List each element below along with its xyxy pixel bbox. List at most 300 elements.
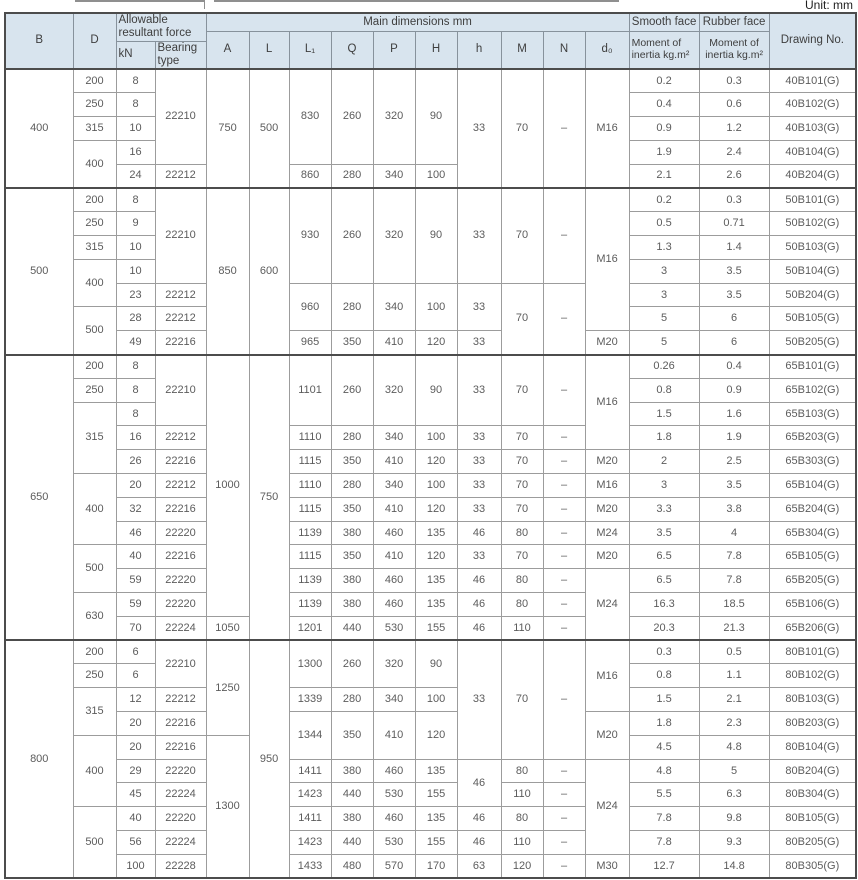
cell-kn: 6 [116,640,155,664]
cell-d: 200 [73,640,116,664]
cell-n: – [543,807,585,831]
cell-rubber-inertia: 2.1 [699,688,769,712]
cell-h-cap: 120 [415,497,457,521]
cell-drawing-no: 65B206(G) [769,616,856,640]
cell-l1: 1139 [289,592,331,616]
cell-kn: 8 [116,355,155,379]
cell-smooth-inertia: 1.3 [629,236,699,260]
cell-h-cap: 90 [415,69,457,164]
cell-d: 200 [73,69,116,93]
cell-p: 530 [373,783,415,807]
cell-n: – [543,283,585,354]
cell-rubber-inertia: 1.4 [699,236,769,260]
cell-kn: 59 [116,592,155,616]
cell-d: 400 [73,735,116,806]
cell-d0: M20 [585,711,629,759]
cell-d0: M16 [585,640,629,711]
cell-n: – [543,521,585,545]
cell-n: – [543,569,585,593]
cell-kn: 28 [116,307,155,331]
cell-m: 80 [501,521,543,545]
cell-q: 350 [331,331,373,355]
cell-q: 280 [331,426,373,450]
cell-h-low: 33 [457,473,501,497]
cell-rubber-inertia: 2.3 [699,711,769,735]
cell-q: 350 [331,711,373,759]
cell-bearing-type: 22212 [155,283,206,307]
cell-bearing-type: 22220 [155,759,206,783]
cell-d0: M16 [585,188,629,331]
cell-d0: M30 [585,854,629,878]
cell-bearing-type: 22220 [155,569,206,593]
cell-n: – [543,830,585,854]
cell-h-cap: 100 [415,473,457,497]
cell-q: 280 [331,283,373,331]
cell-q: 380 [331,759,373,783]
cell-drawing-no: 65B203(G) [769,426,856,450]
cell-h-low: 46 [457,807,501,831]
cell-kn: 40 [116,545,155,569]
cell-drawing-no: 40B103(G) [769,117,856,141]
cell-smooth-inertia: 3.5 [629,521,699,545]
cell-rubber-inertia: 2.6 [699,164,769,188]
cell-drawing-no: 50B105(G) [769,307,856,331]
cell-bearing-type: 22220 [155,521,206,545]
cell-l1: 1344 [289,711,331,759]
cell-a: 850 [206,188,249,355]
cell-h-cap: 100 [415,426,457,450]
cell-m: 70 [501,355,543,426]
cropped-table-edge-right [214,0,619,2]
cell-p: 320 [373,188,415,283]
cell-smooth-inertia: 1.8 [629,711,699,735]
cell-d0: M24 [585,521,629,545]
cell-rubber-inertia: 7.8 [699,569,769,593]
cell-smooth-inertia: 1.9 [629,140,699,164]
cell-drawing-no: 65B104(G) [769,473,856,497]
cell-kn: 6 [116,664,155,688]
cell-h-cap: 120 [415,545,457,569]
cell-m: 120 [501,854,543,878]
cell-d: 630 [73,592,116,640]
cell-kn: 29 [116,759,155,783]
cell-m: 80 [501,592,543,616]
cell-l1: 1139 [289,569,331,593]
cell-m: 70 [501,188,543,283]
cell-rubber-inertia: 0.9 [699,378,769,402]
cell-rubber-inertia: 0.5 [699,640,769,664]
table-row [5,164,856,188]
cell-d: 400 [73,259,116,307]
cell-bearing-type: 22210 [155,640,206,688]
cell-rubber-inertia: 1.1 [699,664,769,688]
cell-bearing-type: 22216 [155,497,206,521]
cell-bearing-type: 22224 [155,616,206,640]
cell-rubber-inertia: 18.5 [699,592,769,616]
cell-h-cap: 135 [415,569,457,593]
cell-smooth-inertia: 3.3 [629,497,699,521]
cell-bearing-type: 22210 [155,69,206,164]
cell-d0: M20 [585,545,629,569]
cell-h-cap: 100 [415,283,457,331]
cell-smooth-inertia: 7.8 [629,830,699,854]
cell-h-cap: 90 [415,355,457,426]
cell-n: – [543,426,585,450]
col-header-l1: L₁ [289,31,331,69]
cell-m: 80 [501,807,543,831]
cell-m: 70 [501,545,543,569]
cell-bearing-type: 22216 [155,450,206,474]
cell-h-low: 46 [457,569,501,593]
cell-l1: 1201 [289,616,331,640]
cell-m: 70 [501,69,543,188]
cell-l1: 1433 [289,854,331,878]
cell-bearing-type: 22212 [155,307,206,331]
cell-h-low: 46 [457,592,501,616]
cell-h-low: 46 [457,521,501,545]
cell-q: 480 [331,854,373,878]
cell-smooth-inertia: 1.5 [629,402,699,426]
cell-h-cap: 120 [415,331,457,355]
cell-bearing-type: 22210 [155,355,206,426]
cell-n: – [543,592,585,616]
cell-drawing-no: 65B106(G) [769,592,856,616]
cell-d: 200 [73,355,116,379]
cell-l1: 1139 [289,521,331,545]
cell-kn: 46 [116,521,155,545]
cell-q: 380 [331,569,373,593]
cell-kn: 59 [116,569,155,593]
cell-kn: 23 [116,283,155,307]
cell-q: 260 [331,188,373,283]
cell-smooth-inertia: 6.5 [629,569,699,593]
cell-rubber-inertia: 9.3 [699,830,769,854]
cell-drawing-no: 80B101(G) [769,640,856,664]
cell-p: 460 [373,592,415,616]
cell-h-cap: 155 [415,616,457,640]
col-header-drawing-no: Drawing No. [769,13,856,69]
cell-d0: M16 [585,69,629,188]
table-row [5,807,856,831]
col-header-h-cap: H [415,31,457,69]
cell-drawing-no: 80B102(G) [769,664,856,688]
cell-d: 315 [73,236,116,260]
cell-h-low: 63 [457,854,501,878]
cell-h-low: 46 [457,830,501,854]
cell-a: 1050 [206,616,249,640]
cell-drawing-no: 80B304(G) [769,783,856,807]
cell-rubber-inertia: 3.8 [699,497,769,521]
cell-rubber-inertia: 6.3 [699,783,769,807]
cell-rubber-inertia: 1.2 [699,117,769,141]
cell-l1: 1423 [289,783,331,807]
cell-kn: 8 [116,378,155,402]
cell-m: 70 [501,473,543,497]
cell-m: 110 [501,830,543,854]
table-row [5,283,856,307]
cell-n: – [543,69,585,188]
cell-d: 500 [73,307,116,355]
cell-rubber-inertia: 1.6 [699,402,769,426]
cell-q: 260 [331,640,373,688]
col-header-a: A [206,31,249,69]
cell-q: 380 [331,592,373,616]
table-row [5,331,856,355]
table-row [5,616,856,640]
cell-drawing-no: 40B104(G) [769,140,856,164]
cell-a: 1250 [206,640,249,735]
cell-drawing-no: 80B103(G) [769,688,856,712]
cell-d: 400 [73,473,116,544]
cell-d: 250 [73,212,116,236]
cell-l: 500 [249,69,289,188]
col-header-l: L [249,31,289,69]
cell-bearing-type: 22220 [155,592,206,616]
cell-m: 70 [501,497,543,521]
cell-l1: 1339 [289,688,331,712]
cell-rubber-inertia: 4.8 [699,735,769,759]
cell-l: 600 [249,188,289,355]
cell-kn: 8 [116,93,155,117]
cell-h-cap: 100 [415,164,457,188]
col-header-main-dimensions: Main dimensions mm [206,13,629,31]
header-row-1 [5,13,856,31]
cell-l1: 930 [289,188,331,283]
cell-rubber-inertia: 4 [699,521,769,545]
col-header-kn: kN [116,41,155,69]
cell-p: 340 [373,283,415,331]
cell-drawing-no: 50B102(G) [769,212,856,236]
cell-p: 460 [373,759,415,783]
cell-drawing-no: 80B104(G) [769,735,856,759]
cell-d: 315 [73,117,116,141]
cell-a: 1300 [206,735,249,878]
cell-rubber-inertia: 1.9 [699,426,769,450]
cell-n: – [543,783,585,807]
cell-smooth-inertia: 3 [629,473,699,497]
cell-p: 320 [373,640,415,688]
cell-h-cap: 135 [415,759,457,783]
cell-p: 410 [373,331,415,355]
col-header-allowable-force: Allowable resultant force [116,13,206,41]
cell-rubber-inertia: 7.8 [699,545,769,569]
cell-q: 350 [331,545,373,569]
cell-bearing-type: 22228 [155,854,206,878]
cell-rubber-inertia: 0.3 [699,69,769,93]
cell-q: 280 [331,164,373,188]
cell-smooth-inertia: 5 [629,331,699,355]
cell-h-cap: 120 [415,711,457,759]
cell-bearing-type: 22216 [155,545,206,569]
cell-b: 500 [5,188,73,355]
cell-smooth-inertia: 7.8 [629,807,699,831]
cell-smooth-inertia: 5.5 [629,783,699,807]
cell-kn: 49 [116,331,155,355]
table-row [5,521,856,545]
cell-n: – [543,450,585,474]
table-row [5,426,856,450]
cell-bearing-type: 22212 [155,688,206,712]
cell-b: 800 [5,640,73,878]
col-header-smooth-face: Smooth face [629,13,699,31]
cell-h-cap: 155 [415,783,457,807]
cell-n: – [543,545,585,569]
cell-d0: M24 [585,759,629,854]
cell-h-low: 33 [457,497,501,521]
cell-q: 350 [331,450,373,474]
cell-smooth-inertia: 5 [629,307,699,331]
cell-smooth-inertia: 3 [629,259,699,283]
cell-m: 80 [501,759,543,783]
cell-rubber-inertia: 0.3 [699,188,769,212]
cell-d: 315 [73,688,116,736]
cell-d0: M24 [585,569,629,640]
cell-d: 250 [73,664,116,688]
cell-rubber-inertia: 9.8 [699,807,769,831]
table-row [5,473,856,497]
cell-rubber-inertia: 3.5 [699,473,769,497]
cell-rubber-inertia: 6 [699,331,769,355]
cell-kn: 70 [116,616,155,640]
cell-q: 380 [331,807,373,831]
cell-smooth-inertia: 0.8 [629,378,699,402]
cell-d0: M20 [585,450,629,474]
cell-smooth-inertia: 0.2 [629,188,699,212]
cell-m: 70 [501,450,543,474]
cell-d: 400 [73,140,116,188]
table-body [5,69,856,878]
cell-l1: 1115 [289,450,331,474]
cell-h-low: 33 [457,545,501,569]
cell-smooth-inertia: 1.8 [629,426,699,450]
cell-n: – [543,355,585,426]
table-row [5,688,856,712]
cell-kn: 20 [116,473,155,497]
col-header-n: N [543,31,585,69]
cell-smooth-inertia: 12.7 [629,854,699,878]
cell-h-low: 33 [457,283,501,331]
cell-p: 410 [373,711,415,759]
cell-q: 440 [331,616,373,640]
table-row [5,545,856,569]
cell-smooth-inertia: 0.3 [629,640,699,664]
cell-smooth-inertia: 0.9 [629,117,699,141]
table-row [5,783,856,807]
cell-p: 570 [373,854,415,878]
cell-rubber-inertia: 3.5 [699,259,769,283]
cell-drawing-no: 65B204(G) [769,497,856,521]
cell-kn: 16 [116,140,155,164]
cell-kn: 10 [116,236,155,260]
table-row [5,188,856,212]
cell-h-cap: 90 [415,640,457,688]
cell-l1: 960 [289,283,331,331]
cell-bearing-type: 22216 [155,331,206,355]
cell-smooth-inertia: 4.5 [629,735,699,759]
cell-h-low: 46 [457,759,501,807]
cell-bearing-type: 22224 [155,783,206,807]
cell-kn: 45 [116,783,155,807]
cell-d: 250 [73,93,116,117]
cell-drawing-no: 80B203(G) [769,711,856,735]
cell-drawing-no: 80B105(G) [769,807,856,831]
cell-l1: 830 [289,69,331,164]
cell-kn: 24 [116,164,155,188]
table-row [5,450,856,474]
cell-h-low: 33 [457,188,501,283]
table-row [5,69,856,93]
cell-m: 110 [501,783,543,807]
cell-bearing-type: 22212 [155,164,206,188]
cell-d0: M16 [585,355,629,450]
cell-d: 500 [73,545,116,593]
cell-h-low: 33 [457,640,501,759]
cell-rubber-inertia: 0.6 [699,93,769,117]
cell-drawing-no: 65B105(G) [769,545,856,569]
cell-drawing-no: 65B102(G) [769,378,856,402]
cell-q: 440 [331,783,373,807]
cell-n: – [543,188,585,283]
cell-d0: M16 [585,473,629,497]
cell-kn: 8 [116,69,155,93]
cell-kn: 12 [116,688,155,712]
cell-d0: M20 [585,331,629,355]
col-header-m: M [501,31,543,69]
cell-drawing-no: 50B101(G) [769,188,856,212]
cell-p: 410 [373,545,415,569]
cell-drawing-no: 65B101(G) [769,355,856,379]
cell-kn: 8 [116,188,155,212]
cell-smooth-inertia: 2 [629,450,699,474]
cell-drawing-no: 50B103(G) [769,236,856,260]
cell-d0: M20 [585,497,629,521]
table-row [5,355,856,379]
col-header-p: P [373,31,415,69]
cell-rubber-inertia: 6 [699,307,769,331]
cell-l1: 860 [289,164,331,188]
cell-h-cap: 135 [415,592,457,616]
cell-m: 70 [501,283,543,354]
cell-l1: 1110 [289,426,331,450]
cell-p: 340 [373,426,415,450]
cell-rubber-inertia: 0.71 [699,212,769,236]
cell-n: – [543,473,585,497]
col-header-d0: d₀ [585,31,629,69]
cell-smooth-inertia: 0.8 [629,664,699,688]
cell-drawing-no: 65B304(G) [769,521,856,545]
cell-smooth-inertia: 1.5 [629,688,699,712]
cell-l: 750 [249,355,289,641]
cell-kn: 9 [116,212,155,236]
cell-l1: 1101 [289,355,331,426]
cell-rubber-inertia: 0.4 [699,355,769,379]
cell-l1: 1110 [289,473,331,497]
cell-h-low: 33 [457,450,501,474]
cell-q: 280 [331,473,373,497]
cell-n: – [543,759,585,783]
cell-q: 350 [331,497,373,521]
cropped-table-edge-left [75,0,205,2]
cell-kn: 100 [116,854,155,878]
table-row [5,497,856,521]
cell-h-cap: 170 [415,854,457,878]
col-header-smooth-inertia: Moment of inertia kg.m² [629,31,699,69]
cell-l1: 965 [289,331,331,355]
cell-rubber-inertia: 5 [699,759,769,783]
cell-drawing-no: 40B101(G) [769,69,856,93]
cell-smooth-inertia: 0.4 [629,93,699,117]
cell-smooth-inertia: 16.3 [629,592,699,616]
